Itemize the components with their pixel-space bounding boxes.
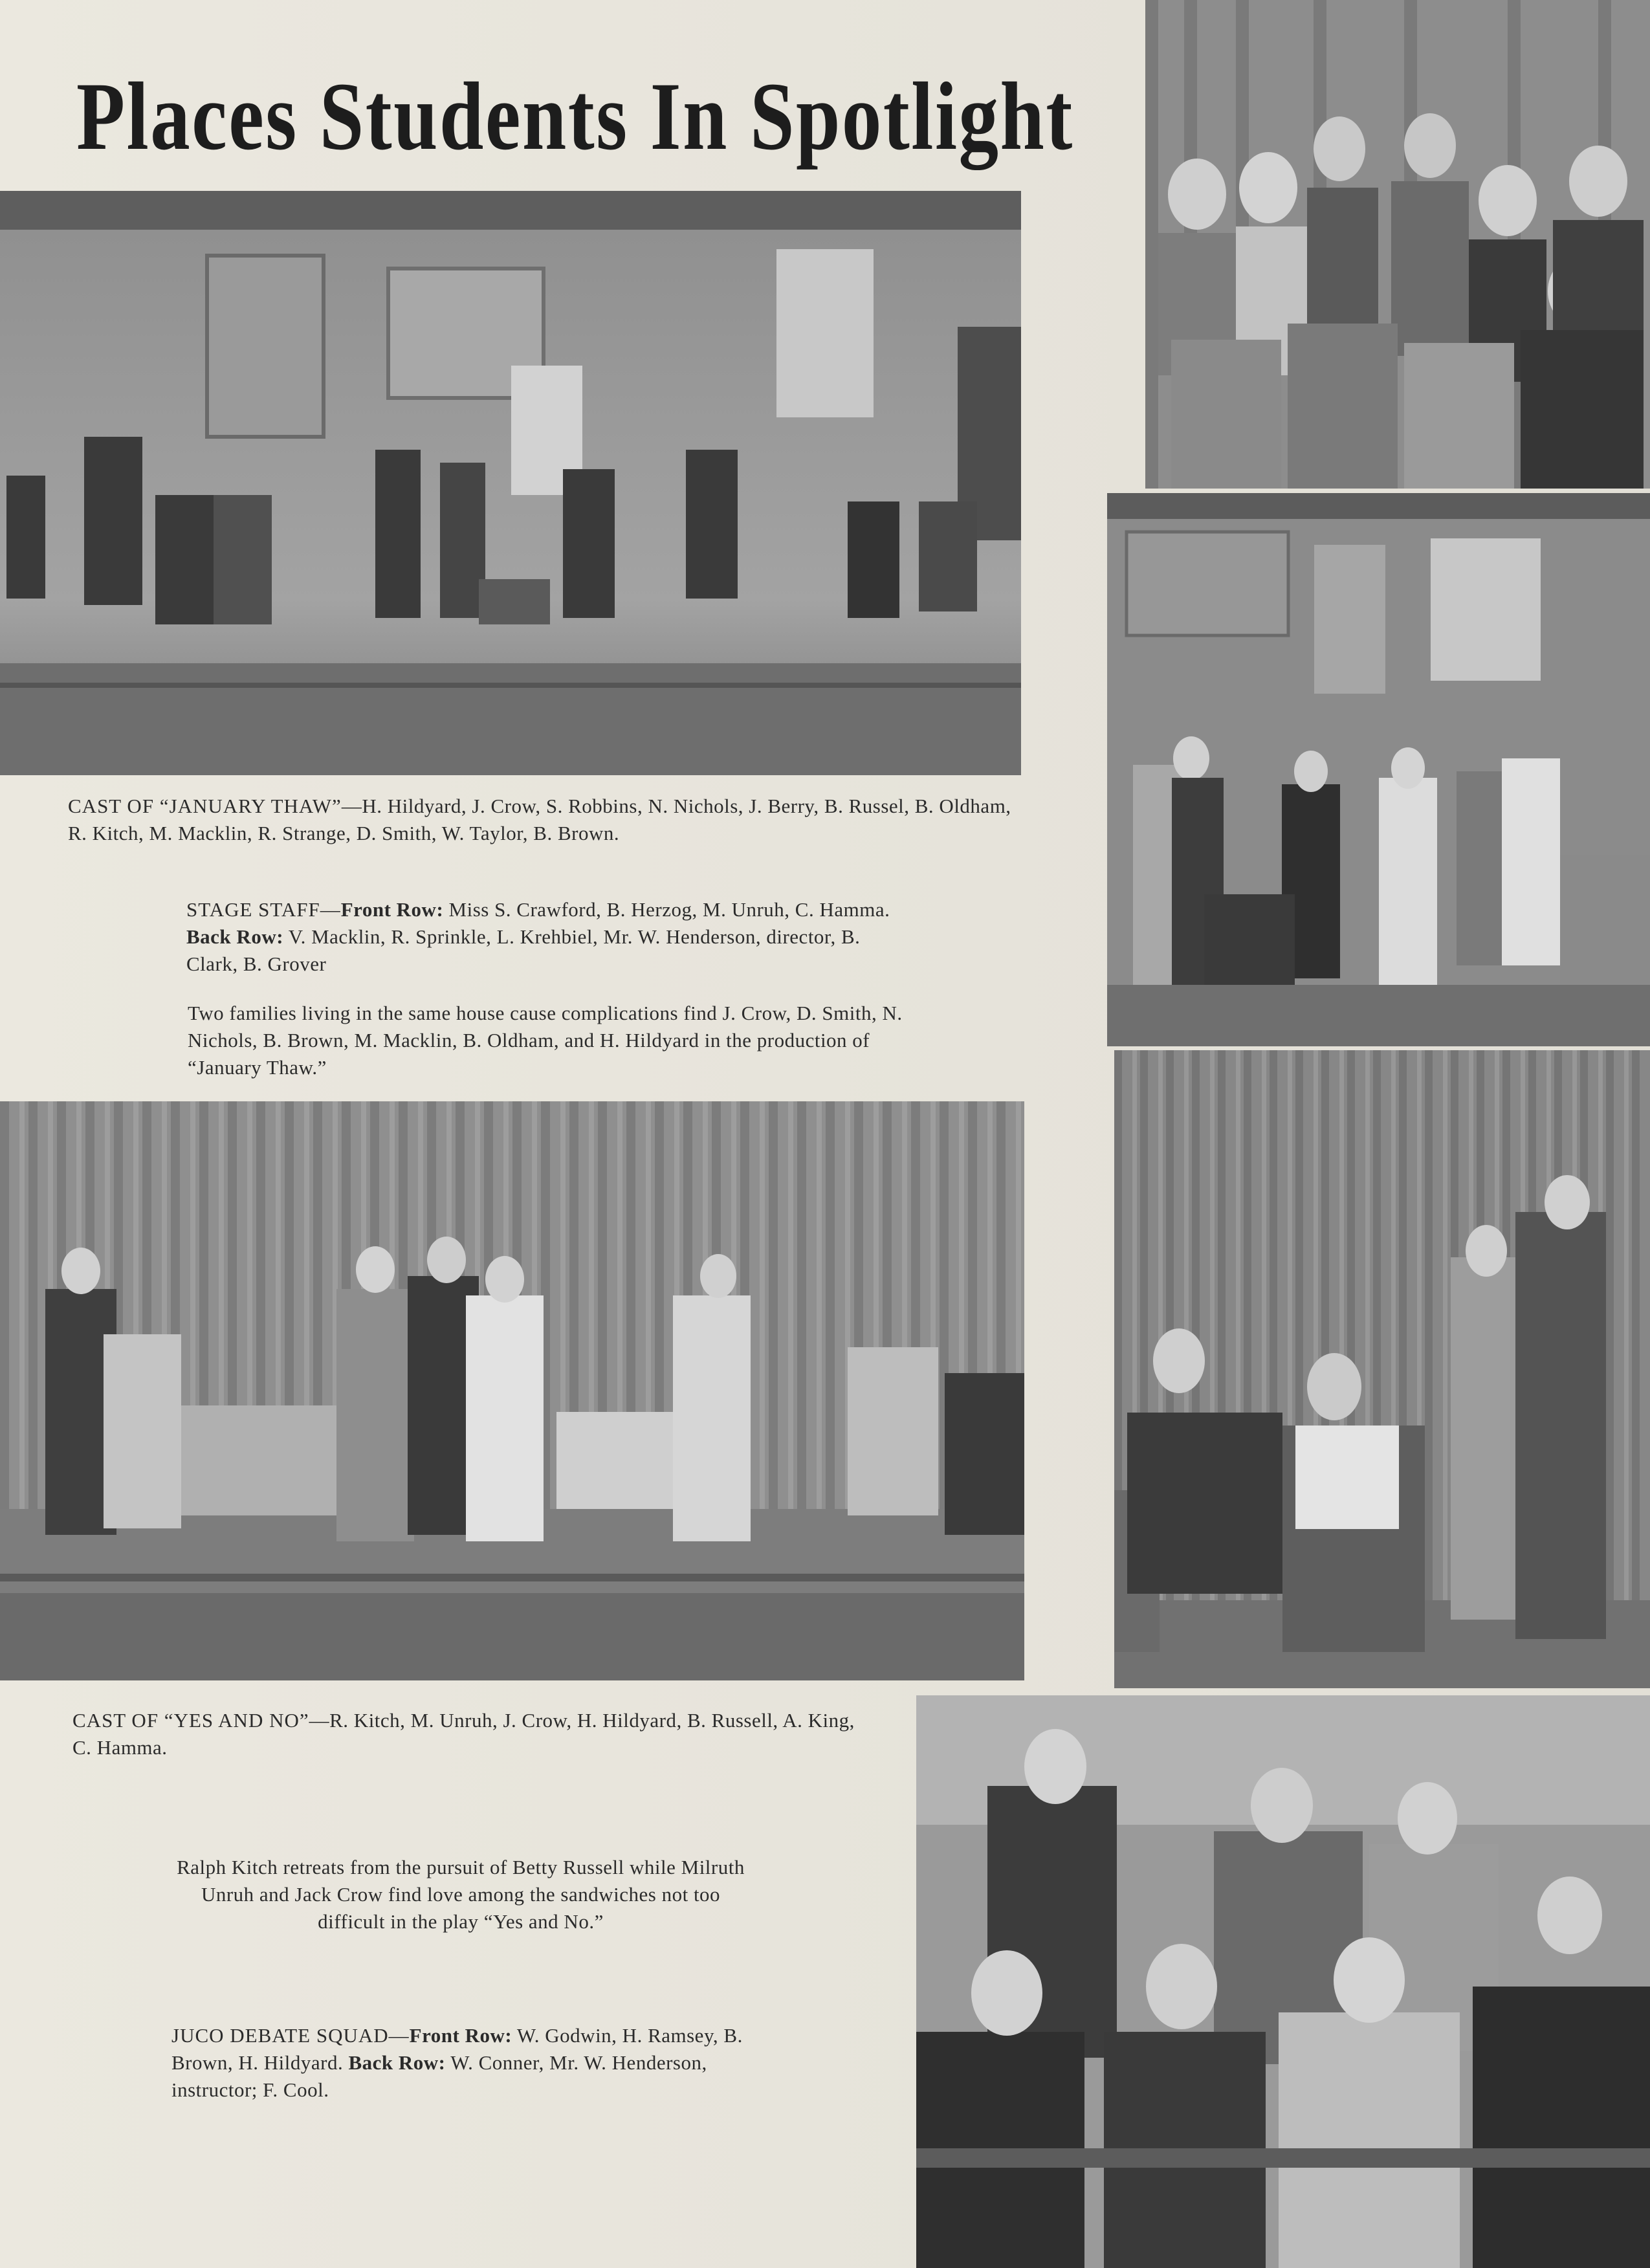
january-thaw-cast-caption (68, 793, 1032, 847)
front-row-label: Front Row: (340, 898, 444, 921)
yes-and-no-cast-caption (72, 1707, 868, 1761)
two-families-scene-photo (1107, 493, 1650, 1046)
stage-staff-group-photo (1145, 0, 1650, 489)
stage-staff-caption (186, 896, 911, 978)
back-row-label: Back Row: (348, 2051, 446, 2074)
caption-lead: CAST OF “JANUARY THAW” (68, 795, 342, 817)
caption-lead: STAGE STAFF— (186, 898, 341, 921)
caption-text: —H. Hildyard, J. Crow, S. Robbins, N. Nichols, J. Berry, B. Russel, B. Oldham, R. Kitch, M. Macklin, R. Strange, D. Smith, W. Taylor, B. Brown. (68, 795, 1011, 844)
yes-and-no-stage-photo (0, 1101, 1024, 1680)
caption-lead: JUCO DEBATE SQUAD— (171, 2024, 410, 2047)
front-row-label: Front Row: (409, 2024, 512, 2047)
front-row-names: Miss S. Crawford, B. Herzog, M. Unruh, C. Hamma. (443, 898, 890, 921)
caption-lead: CAST OF “YES AND NO” (72, 1709, 309, 1732)
january-thaw-stage-photo (0, 191, 1021, 775)
caption-text: —R. Kitch, M. Unruh, J. Crow, H. Hildyard, B. Russell, A. King, C. Hamma. (72, 1709, 855, 1759)
two-families-caption: Two families living in the same house cause complications find J. Crow, D. Smith, N. Nichols, B. Brown, M. Macklin, B. Oldham, and H. Hildyard in the production of “January Thaw.” (188, 1002, 903, 1079)
back-row-names: V. Macklin, R. Sprinkle, L. Krehbiel, Mr. W. Henderson, director, B. Clark, B. Grover (186, 925, 861, 975)
ralph-kitch-caption: Ralph Kitch retreats from the pursuit of Betty Russell while Milruth Unruh and Jack Crow find love among the sandwiches not too difficult in the play “Yes and No.” (177, 1856, 745, 1933)
front-row-names: W. Godwin, H. Ramsey, B. Brown, H. Hildyard. (171, 2024, 743, 2074)
debate-squad-photo (916, 1695, 1650, 2268)
page-headline: Places Students In Spotlight (76, 63, 1074, 170)
back-row-names: W. Conner, Mr. W. Henderson, instructor; F. Cool. (171, 2051, 707, 2101)
ralph-kitch-scene-photo (1114, 1050, 1650, 1688)
back-row-label: Back Row: (186, 925, 284, 948)
debate-squad-caption (171, 2022, 767, 2104)
